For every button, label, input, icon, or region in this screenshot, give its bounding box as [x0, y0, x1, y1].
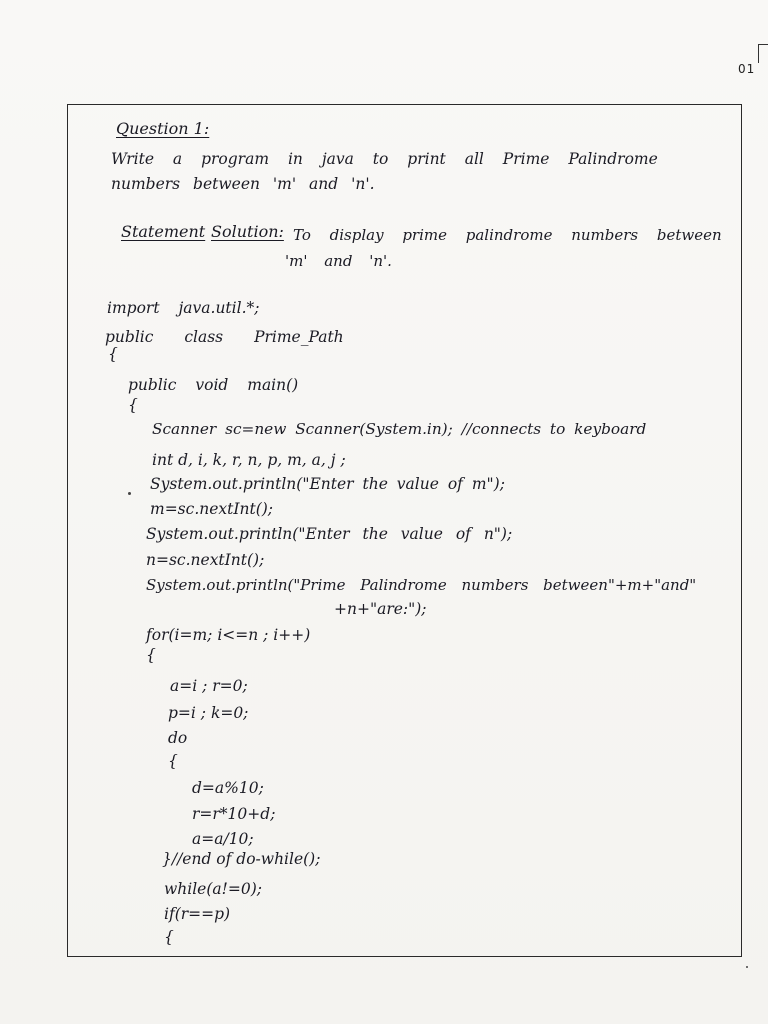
code-line: a=a/10;: [192, 830, 254, 848]
code-line: r=r*10+d;: [192, 805, 276, 823]
code-line: import java.util.*;: [107, 299, 260, 317]
question-heading: Question 1:: [116, 119, 210, 138]
code-line: if(r==p): [164, 905, 231, 923]
code-line: n=sc.nextInt();: [146, 551, 265, 569]
statement-text-line-1: To display prime palindrome numbers between: [293, 226, 722, 244]
code-line: while(a!=0);: [164, 880, 262, 898]
stray-dot: [128, 492, 131, 495]
code-line: for(i=m; i<=n ; i++): [146, 626, 311, 644]
page-number: 01: [738, 62, 756, 76]
code-line: public void main(): [128, 376, 299, 394]
code-line: {: [164, 928, 174, 946]
corner-mark: [758, 44, 768, 63]
code-line: d=a%10;: [192, 779, 264, 797]
code-line: {: [128, 396, 138, 414]
code-line: m=sc.nextInt();: [150, 500, 274, 518]
code-line: {: [108, 345, 118, 363]
code-line: Scanner sc=new Scanner(System.in); //connects to keyboard: [152, 420, 647, 438]
code-line: +n+"are:");: [334, 600, 427, 618]
code-line: System.out.println("Enter the value of m");: [150, 475, 505, 493]
code-line: int d, i, k, r, n, p, m, a, j ;: [152, 451, 346, 469]
stray-dot: [746, 966, 748, 968]
code-line: p=i ; k=0;: [168, 704, 249, 722]
code-line: {: [168, 752, 178, 770]
code-line: }//end of do-while();: [162, 850, 321, 868]
code-line: {: [146, 646, 156, 664]
code-line: public class Prime_Path: [105, 328, 344, 346]
statement-label: Statement: [121, 222, 206, 241]
question-line-1: Write a program in java to print all Prime Palindrome: [111, 150, 658, 168]
code-line: System.out.println("Enter the value of n");: [146, 525, 513, 543]
solution-label: Solution:: [211, 222, 284, 241]
code-line: System.out.println("Prime Palindrome numbers between"+m+"and": [146, 576, 697, 594]
code-line: do: [168, 729, 188, 747]
statement-text-line-2: 'm' and 'n'.: [285, 252, 392, 270]
code-line: a=i ; r=0;: [170, 677, 248, 695]
question-line-2: numbers between 'm' and 'n'.: [111, 175, 375, 193]
